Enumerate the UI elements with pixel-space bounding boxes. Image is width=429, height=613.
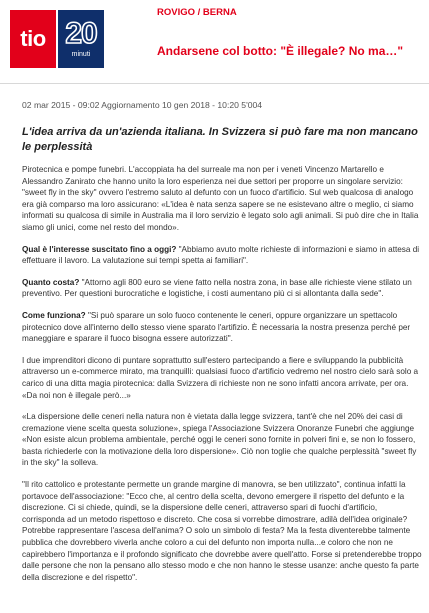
article-dateline: 02 mar 2015 - 09:02 Aggiornamento 10 gen 2018 - 10:20 5'004	[22, 100, 263, 110]
article-headline: Andarsene col botto: "È illegale? No ma…"	[157, 44, 404, 58]
question-how: Come funziona?	[22, 310, 86, 320]
logo-20minuti	[58, 10, 104, 68]
subheading-not-illegal: «Da noi non è illegale però...»	[22, 390, 131, 400]
logo-20: 20	[65, 17, 97, 50]
location-kicker: ROVIGO / BERNA	[157, 7, 237, 18]
paragraph-5	[22, 355, 422, 401]
header	[0, 0, 429, 84]
paragraph-3	[22, 277, 422, 300]
paragraph-5-text: I due imprenditori dicono di puntare soprattutto sull'estero partecipando a fiere e sviluppando la pubblicità attraverso un e-commerce mirato, ma tranquilli: qualsiasi fuoco d'artificio vedremo nel nostro cielo sarà solo a carico di una ditta magia pirotecnica: dalla Svizzera di richieste non ne sono infatti ancora arrivate, per ora.	[22, 355, 419, 388]
paragraph-7: "Il rito cattolico e protestante permette un grande margine di manovra, se ben utilizzato", continua infatti la portavoce dell'associazione: "Ecco che, al centro della scelta, devono emergere il rispetto del defunto e la discrezione. Ci si chiede, quindi, se la dispersione delle ceneri, attraverso spari di fuochi d'artificio, corrisponda ad un metodo rispettoso e discreto. Che cosa si vorrebbe dimostrare, adilà dell'idea originale? Potrebbe rappresentare l'ascesa dell'anima? O solo un simbolo di festa? Ma la festa diventerebbe talmente pubblica che dovrebbero viverla anche coloro a cui del defunto non importa nulla...e coloro che non ne capirebbero l'importanza e il profondo significato che dovrebbe avere quell'atto. Forse si pretenderebbe troppo dalle persone che non la pensano allo stesso modo e che non hanno le stesse usanze: anche questo fa parte della discrezione e del rispetto".	[22, 480, 422, 582]
logo-minuti: minuti	[71, 51, 91, 58]
logo-tio: tio	[10, 10, 56, 68]
question-cost: Quanto costa?	[22, 277, 80, 287]
question-interest: Qual è l'interesse suscitato fino a oggi?	[22, 244, 177, 254]
paragraph-6: «La dispersione delle ceneri nella natura non è vietata dalla legge svizzera, tant'è che nel 20% dei casi di cremazione viene scelta questa soluzione», spiega l'Associazione Svizzera Onoranze Funebri che aggiunge «Non esiste alcun problema ambientale, perché oggi le ceneri sono fornite in polveri fini e, se non lo fossero, basta richiederle con la motivazione della loro dispersione». Ciò non toglie che qualche perplessità "sweet fly in the sky" la solleva.	[22, 412, 417, 468]
article-body	[22, 164, 422, 593]
paragraph-1: Pirotecnica e pompe funebri. L'accoppiata ha del surreale ma non per i veneti Vincenzo Martarello e Alessandro Zanirato che hanno unito la loro esperienza nei due settori per proporre un singolare servizio: "sweet fly in the sky" ovvero l'estremo saluto al defunto con un fuoco d'artificio. Sul web qualcosa di analogo era già comparso ma loro assicurano: «L'idea è nata senza sapere se ne esistevano altre o meglio, ci siamo informati su qualcosa di simile in Australia ma il loro servizio è legato solo agli animali. Si può dire che in Italia siamo gli unici, come nel resto del mondo».	[22, 165, 419, 232]
header-divider	[0, 83, 429, 84]
paragraph-4	[22, 310, 422, 345]
answer-how: "Si può sparare un solo fuoco contenente le ceneri, oppure organizzare un spettacolo pirotecnico dove all'interno dello stesso viene sparato l'artifizio. È necessaria la nostra presenza perché per maneggiare e sparare il fuoco bisogna essere autorizzati".	[22, 310, 411, 344]
answer-cost: "Attorno agli 800 euro se viene fatto nella nostra zona, in base alle richieste viene stilato un preventivo. Per questioni burocratiche e logistiche, i costi aumentano più ci si allontanta dalla sede".	[22, 277, 412, 299]
paragraph-2	[22, 244, 422, 267]
article-lead: L'idea arriva da un'azienda italiana. In Svizzera si può fare ma non mancano le perplessità	[22, 126, 418, 153]
answer-interest: "Abbiamo avuto molte richieste di informazioni e siamo in attesa di effettuare il lavoro. La valutazione sui tempi spetta ai familiari".	[22, 244, 420, 266]
tio20-logo[interactable]	[10, 10, 104, 68]
